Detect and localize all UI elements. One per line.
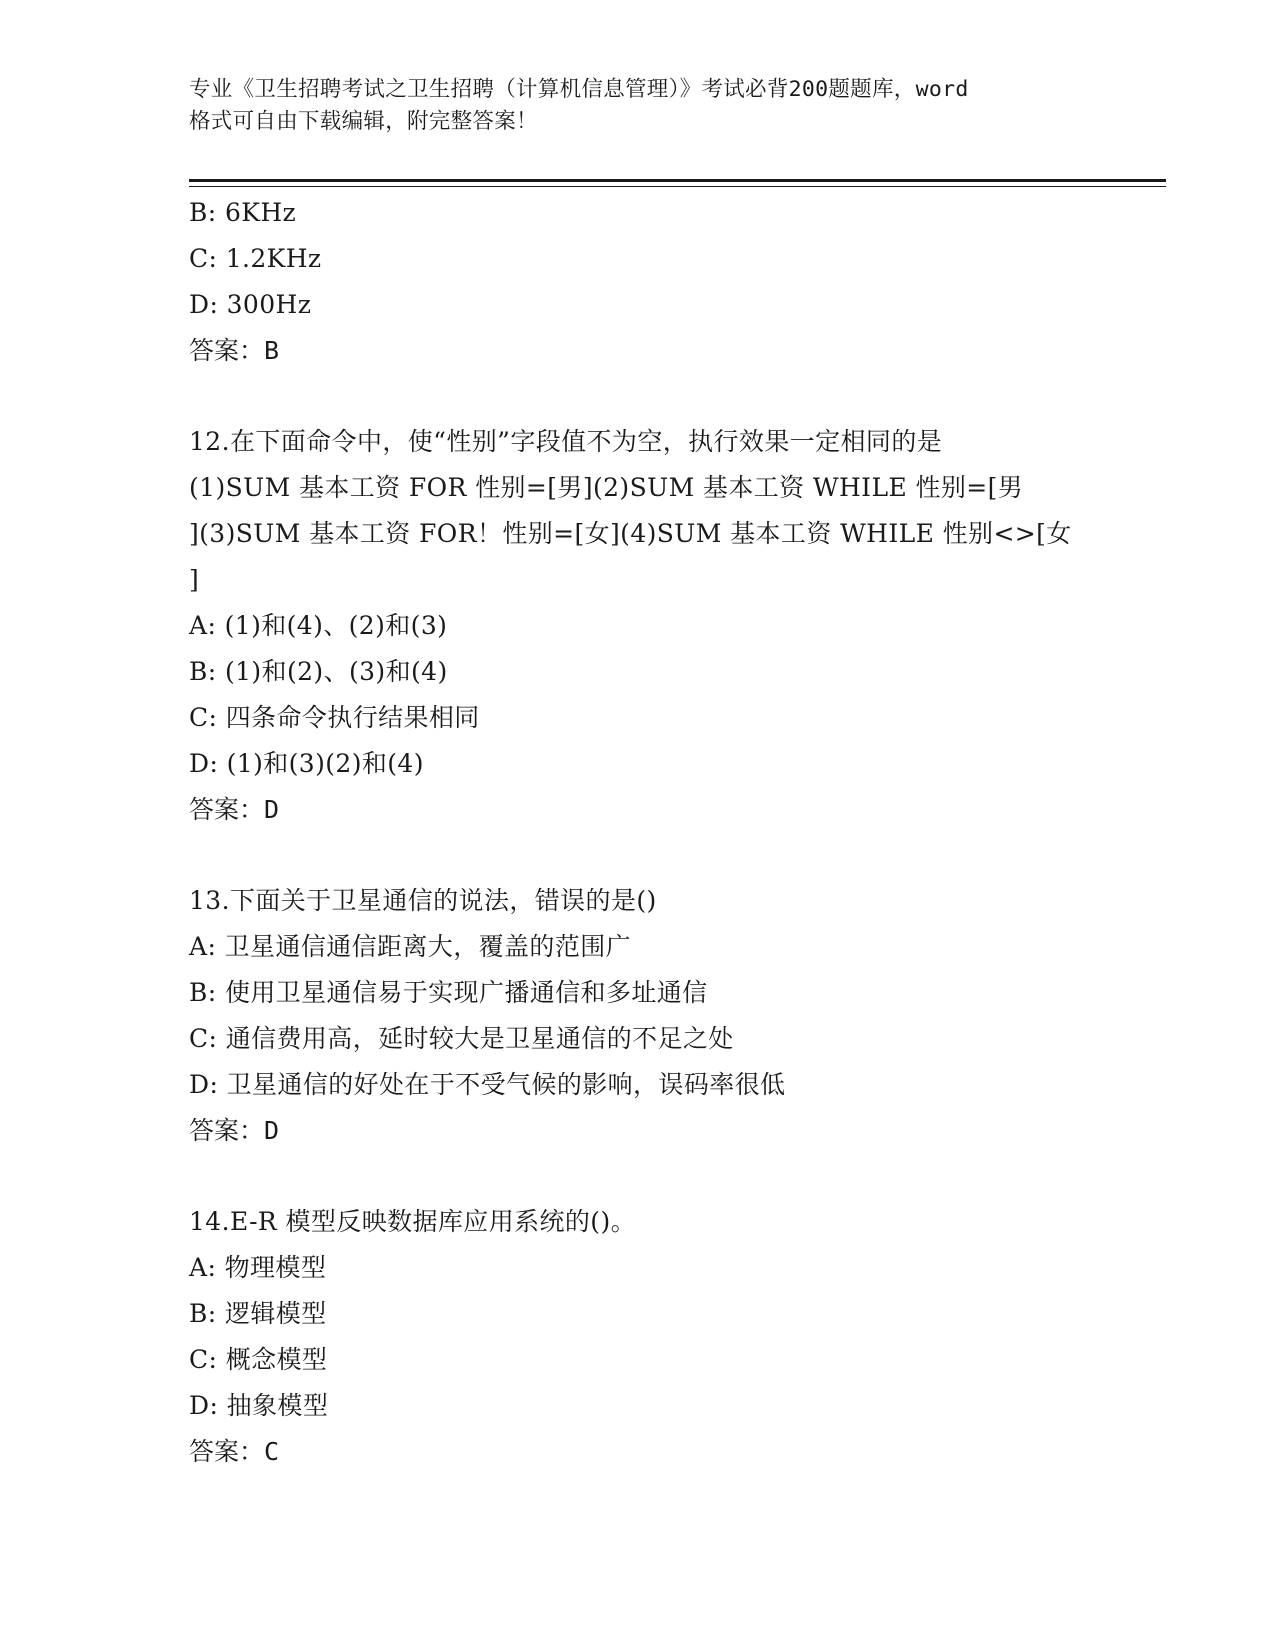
document-header [189, 74, 1089, 138]
question-stem-line: 12.在下面命令中，使“性别”字段值不为空，执行效果一定相同的是 [189, 427, 943, 456]
question-12 [189, 419, 1089, 833]
answer-line: 答案：B [189, 336, 280, 365]
option-d: D: 300Hz [189, 290, 312, 319]
question-stem: 13.下面关于卫星通信的说法，错误的是() [189, 886, 657, 915]
option-c: C: 四条命令执行结果相同 [189, 703, 480, 732]
header-divider-thick [189, 179, 1166, 182]
answer-line: 答案：D [189, 1116, 280, 1145]
header-divider-thin [189, 186, 1166, 187]
question-stem-line: ] [189, 565, 200, 594]
option-d: D: 抽象模型 [189, 1391, 329, 1420]
option-b: B: 6KHz [189, 198, 297, 227]
option-d: D: (1)和(3)(2)和(4) [189, 749, 424, 778]
question-stem: 14.E-R 模型反映数据库应用系统的()。 [189, 1207, 636, 1236]
option-d: D: 卫星通信的好处在于不受气候的影响，误码率很低 [189, 1070, 786, 1099]
header-line-1: 专业《卫生招聘考试之卫生招聘（计算机信息管理）》考试必背200题题库，word [189, 77, 969, 102]
option-a: A: 卫星通信通信距离大，覆盖的范围广 [189, 932, 632, 961]
option-c: C: 概念模型 [189, 1345, 328, 1374]
option-b: B: 使用卫星通信易于实现广播通信和多址通信 [189, 978, 708, 1007]
option-b: B: 逻辑模型 [189, 1299, 327, 1328]
option-b: B: (1)和(2)、(3)和(4) [189, 657, 448, 686]
header-line-2: 格式可自由下载编辑，附完整答案！ [189, 109, 538, 134]
option-c: C: 通信费用高，延时较大是卫星通信的不足之处 [189, 1024, 734, 1053]
question-list [189, 190, 1089, 1475]
option-a: A: 物理模型 [189, 1253, 327, 1282]
option-a: A: (1)和(4)、(2)和(3) [189, 611, 448, 640]
answer-line: 答案：D [189, 795, 280, 824]
question-13 [189, 878, 1089, 1154]
option-c: C: 1.2KHz [189, 244, 322, 273]
question-11-tail [189, 190, 1089, 374]
question-14 [189, 1199, 1089, 1475]
question-stem-line: ](3)SUM 基本工资 FOR！性别=[女](4)SUM 基本工资 WHILE 性别<>[女 [189, 519, 1072, 548]
question-stem-line: (1)SUM 基本工资 FOR 性别=[男](2)SUM 基本工资 WHILE 性别=[男 [189, 473, 1024, 502]
answer-line: 答案：C [189, 1437, 280, 1466]
